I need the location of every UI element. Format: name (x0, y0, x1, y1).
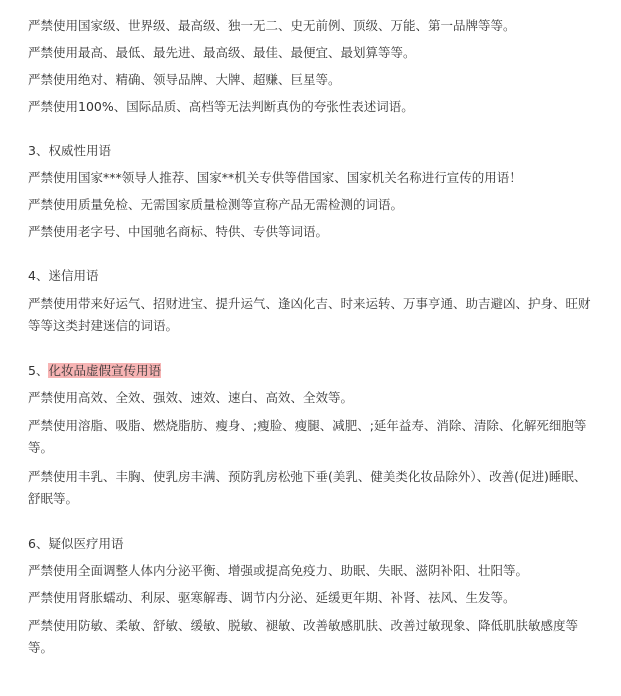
section-5-line-2: 严禁使用溶脂、吸脂、燃烧脂肪、瘦身、;瘦脸、瘦腿、减肥、;延年益寿、消除、清除、化解死细胞等等。 (28, 418, 587, 455)
intro-line-1: 严禁使用国家级、世界级、最高级、独一无二、史无前例、顶级、万能、第一品牌等等。 (28, 18, 516, 33)
section-6-line-3: 严禁使用防敏、柔敏、舒敏、缓敏、脱敏、褪敏、改善敏感肌肤、改善过敏现象、降低肌肤敏感度等等。 (28, 618, 579, 655)
section-4-heading (28, 266, 594, 286)
section-3-line-3: 严禁使用老字号、中国驰名商标、特供、专供等词语。 (28, 224, 329, 239)
intro-line-4: 严禁使用100%、国际品质、高档等无法判断真伪的夸张性表述词语。 (28, 99, 414, 114)
section-3-line-2: 严禁使用质量免检、无需国家质量检测等宣称产品无需检测的词语。 (28, 197, 404, 212)
section-3-heading (28, 141, 594, 161)
intro-line-2: 严禁使用最高、最低、最先进、最高级、最佳、最便宜、最划算等等。 (28, 45, 416, 60)
section-6-title: 疑似医疗用语 (48, 536, 124, 551)
section-3-line-1: 严禁使用国家***领导人推荐、国家**机关专供等借国家、国家机关名称进行宣传的用语！ (28, 170, 522, 185)
intro-line-3: 严禁使用绝对、精确、领导品牌、大牌、超赚、巨星等。 (28, 72, 341, 87)
article-body (28, 16, 594, 666)
section-5-line-3: 严禁使用丰乳、丰胸、使乳房丰满、预防乳房松弛下垂(美乳、健美类化妆品除外）、改善(促进)睡眠、舒眠等。 (28, 469, 587, 506)
section-5-title-highlighted: 化妆品虚假宣传用语 (48, 363, 161, 378)
section-3-number: 3、 (28, 143, 49, 158)
section-6-line-2: 严禁使用肾胀蠕动、利尿、驱寒解毒、调节内分泌、延缓更年期、补肾、祛风、生发等。 (28, 590, 516, 605)
section-4-number: 4、 (28, 268, 49, 283)
section-6-number: 6、 (28, 536, 49, 551)
section-6-heading (28, 534, 594, 554)
section-5-line-1: 严禁使用高效、全效、强效、速效、速白、高效、全效等。 (28, 390, 354, 405)
section-4-line-1: 严禁使用带来好运气、招财进宝、提升运气、逢凶化吉、时来运转、万事亨通、助吉避凶、护身、旺财等等这类封建迷信的词语。 (28, 296, 591, 333)
section-6-line-1: 严禁使用全面调整人体内分泌平衡、增强或提高免疫力、助眠、失眠、滋阴补阳、壮阳等。 (28, 563, 529, 578)
section-5-number: 5、 (28, 363, 49, 378)
section-5-heading (28, 361, 594, 381)
section-4-title: 迷信用语 (48, 268, 99, 283)
section-3-title: 权威性用语 (48, 143, 111, 158)
